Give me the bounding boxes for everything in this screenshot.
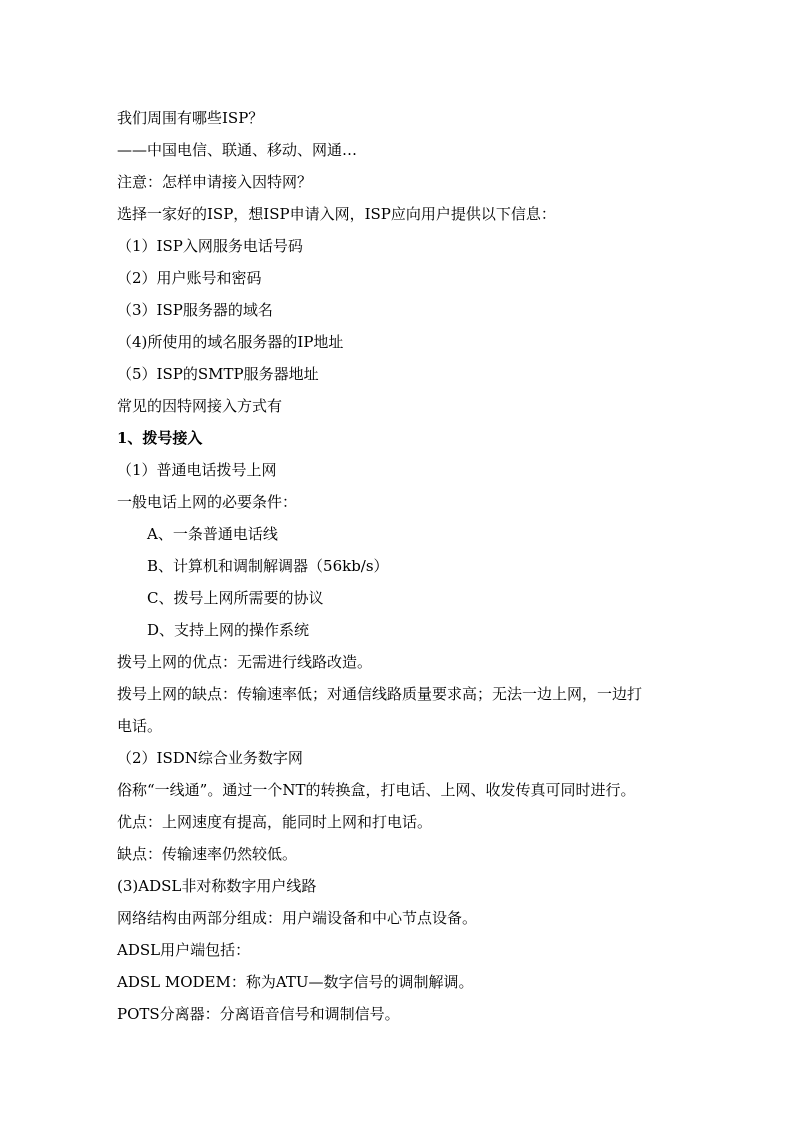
subsection-heading: (3)ADSL非对称数字用户线路	[117, 877, 317, 895]
answer-isp-list: ——中国电信、联通、移动、网通…	[117, 141, 358, 159]
question-isp: 我们周围有哪些ISP？	[117, 109, 264, 127]
list-item: （4)所使用的域名服务器的IP地址	[117, 333, 344, 351]
pots-splitter-description: POTS分离器：分离语音信号和调制信号。	[117, 1005, 400, 1023]
condition-item: C、拨号上网所需要的协议	[147, 589, 324, 607]
conditions-intro: 一般电话上网的必要条件：	[117, 493, 298, 511]
subsection-heading: （1）普通电话拨号上网	[117, 461, 277, 479]
list-item: （5）ISP的SMTP服务器地址	[117, 365, 319, 383]
condition-item: B、计算机和调制解调器（56kb/s）	[147, 557, 389, 575]
access-methods-intro: 常见的因特网接入方式有	[117, 397, 283, 415]
document-body	[117, 102, 687, 1030]
isdn-advantage: 优点：上网速度有提高，能同时上网和打电话。	[117, 813, 433, 831]
isdn-description: 俗称“一线通”。通过一个NT的转换盒，打电话、上网、收发传真可同时进行。	[117, 781, 636, 799]
condition-item: A、一条普通电话线	[147, 525, 278, 543]
adsl-modem-description: ADSL MODEM：称为ATU—数字信号的调制解调。	[117, 973, 474, 991]
subsection-heading: （2）ISDN综合业务数字网	[117, 749, 303, 767]
adsl-client-intro: ADSL用户端包括：	[117, 941, 251, 959]
advantage-text: 拨号上网的优点：无需进行线路改造。	[117, 653, 373, 671]
list-item: （2）用户账号和密码	[117, 269, 262, 287]
isdn-disadvantage: 缺点：传输速率仍然较低。	[117, 845, 298, 863]
disadvantage-text-continued: 电话。	[117, 717, 163, 735]
condition-item: D、支持上网的操作系统	[147, 621, 310, 639]
list-item: （1）ISP入网服务电话号码	[117, 237, 303, 255]
disadvantage-text: 拨号上网的缺点：传输速率低；对通信线路质量要求高；无法一边上网，一边打	[117, 685, 643, 703]
selection-paragraph: 选择一家好的ISP，想ISP申请入网，ISP应向用户提供以下信息：	[117, 205, 556, 223]
list-item: （3）ISP服务器的域名	[117, 301, 273, 319]
adsl-structure: 网络结构由两部分组成：用户端设备和中心节点设备。	[117, 909, 478, 927]
note-question: 注意：怎样申请接入因特网？	[117, 173, 313, 191]
section-heading: 1、拨号接入	[117, 429, 203, 447]
